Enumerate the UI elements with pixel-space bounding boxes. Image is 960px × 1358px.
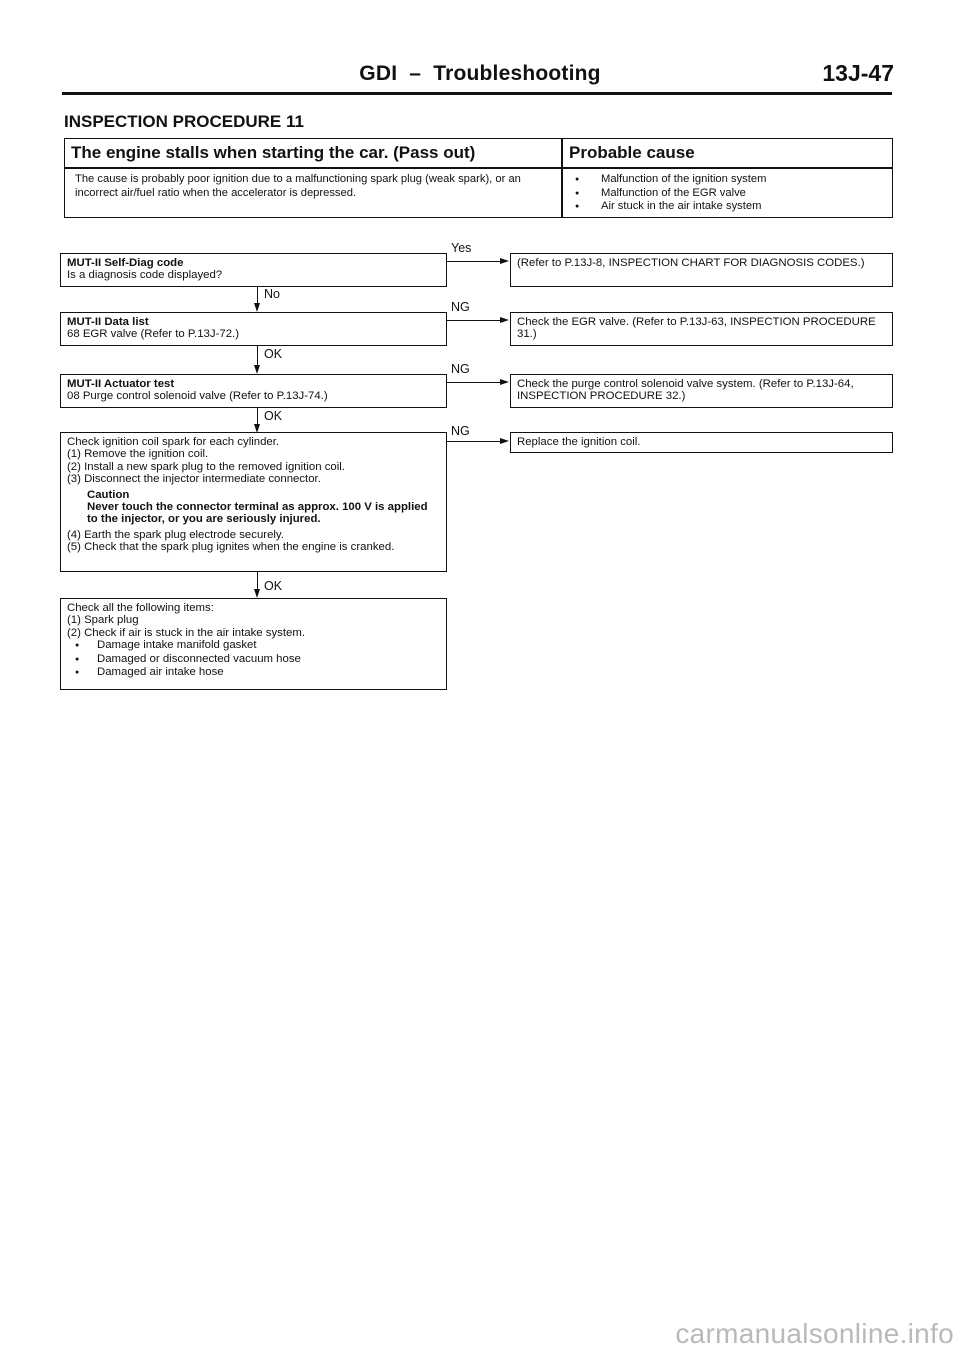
step-actuator-test-title: MUT-II Actuator test [67,378,175,390]
cause-item: ● Malfunction of the ignition system [571,173,766,187]
ng-connector [447,320,503,321]
no-label: No [264,287,280,301]
step-final-check-box [60,598,447,690]
section-name: GDI [359,62,398,85]
step-data-list-title: MUT-II Data list [67,316,149,328]
ignition-check-steps [67,448,440,485]
result-egr-valve-text: Check the EGR valve. (Refer to P.13J-63, INSPECTION PROCEDURE 31.) [517,316,876,341]
list-item: (5) Check that the spark plug ignites when the engine is cranked. [67,541,395,554]
arrow-down-icon [254,303,260,312]
page-number: 13J-47 [822,60,894,86]
step-ignition-check-title: Check ignition coil spark for each cylinder. [67,436,280,448]
symptom-heading: The engine stalls when starting the car. (Pass out) [71,143,476,162]
probable-cause-heading: Probable cause [569,143,695,162]
probable-cause-list [571,173,766,214]
list-item: (2) Install a new spark plug to the removed ignition coil. [67,460,345,473]
symptom-description: The cause is probably poor ignition due to a malfunctioning spark plug (weak spark), or an incorrect air/fuel ratio when the accelerator is depressed. [75,173,521,199]
summary-table [64,138,893,218]
cause-item: ● Air stuck in the air intake system [571,200,766,214]
result-diag-codes-text: (Refer to P.13J-8, INSPECTION CHART FOR DIAGNOSIS CODES.) [517,257,865,269]
step-final-check-title: Check all the following items: [67,602,214,614]
arrow-right-icon [500,317,509,323]
step-self-diag-body: Is a diagnosis code displayed? [67,269,223,282]
list-item: (1) Remove the ignition coil. [67,448,209,461]
procedure-title: INSPECTION PROCEDURE 11 [64,112,304,131]
result-purge-valve-text: Check the purge control solenoid valve system. (Refer to P.13J-64, INSPECTION PROCEDURE 32.) [517,378,854,403]
result-replace-coil-text: Replace the ignition coil. [517,436,641,448]
summary-divider [561,139,563,217]
yes-connector [447,261,503,262]
ignition-check-steps-continued [67,529,440,554]
step-actuator-test-box [60,374,447,408]
step-data-list-body: 68 EGR valve (Refer to P.13J-72.) [67,328,239,341]
step-data-list-box [60,312,447,346]
list-item: ● Damage intake manifold gasket [67,639,440,652]
header-dash: – [409,62,422,85]
ng-label: NG [451,300,470,314]
step-actuator-test-body: 08 Purge control solenoid valve (Refer to P.13J-74.) [67,390,328,403]
summary-header-rule [65,167,892,169]
section-subtitle: Troubleshooting [433,62,601,85]
list-item: (3) Disconnect the injector intermediate connector. [67,473,321,486]
result-egr-valve-box [510,312,893,346]
result-diag-codes-box [510,253,893,287]
step-self-diag-box [60,253,447,287]
yes-label: Yes [451,241,472,255]
cause-item: ● Malfunction of the EGR valve [571,187,766,201]
ok-label: OK [264,579,283,593]
final-check-sub-items [67,639,440,679]
arrow-right-icon [500,258,509,264]
arrow-right-icon [500,379,509,385]
step-self-diag-title: MUT-II Self-Diag code [67,257,184,269]
ng-label: NG [451,424,470,438]
ng-connector [447,441,503,442]
arrow-right-icon [500,438,509,444]
ng-connector [447,382,503,383]
header-rule [62,92,892,95]
arrow-down-icon [254,589,260,598]
ok-label: OK [264,347,283,361]
caution-title: Caution [87,488,130,501]
arrow-down-icon [254,365,260,374]
list-item: ● Damaged or disconnected vacuum hose [67,653,440,666]
page-header-title [0,62,960,86]
step-ignition-check-box [60,432,447,572]
caution-text: Never touch the connector terminal as approx. 100 V is applied to the injector, or you are seriously injured. [87,501,428,526]
list-item: (2) Check if air is stuck in the air intake system. [67,626,306,639]
list-item: (1) Spark plug [67,614,139,627]
list-item: ● Damaged air intake hose [67,666,440,679]
result-replace-coil-box [510,432,893,453]
result-purge-valve-box [510,374,893,408]
ng-label: NG [451,362,470,376]
footer-watermark: carmanualsonline.info [675,1318,954,1349]
ok-label: OK [264,409,283,423]
list-item: (4) Earth the spark plug electrode securely. [67,528,284,541]
